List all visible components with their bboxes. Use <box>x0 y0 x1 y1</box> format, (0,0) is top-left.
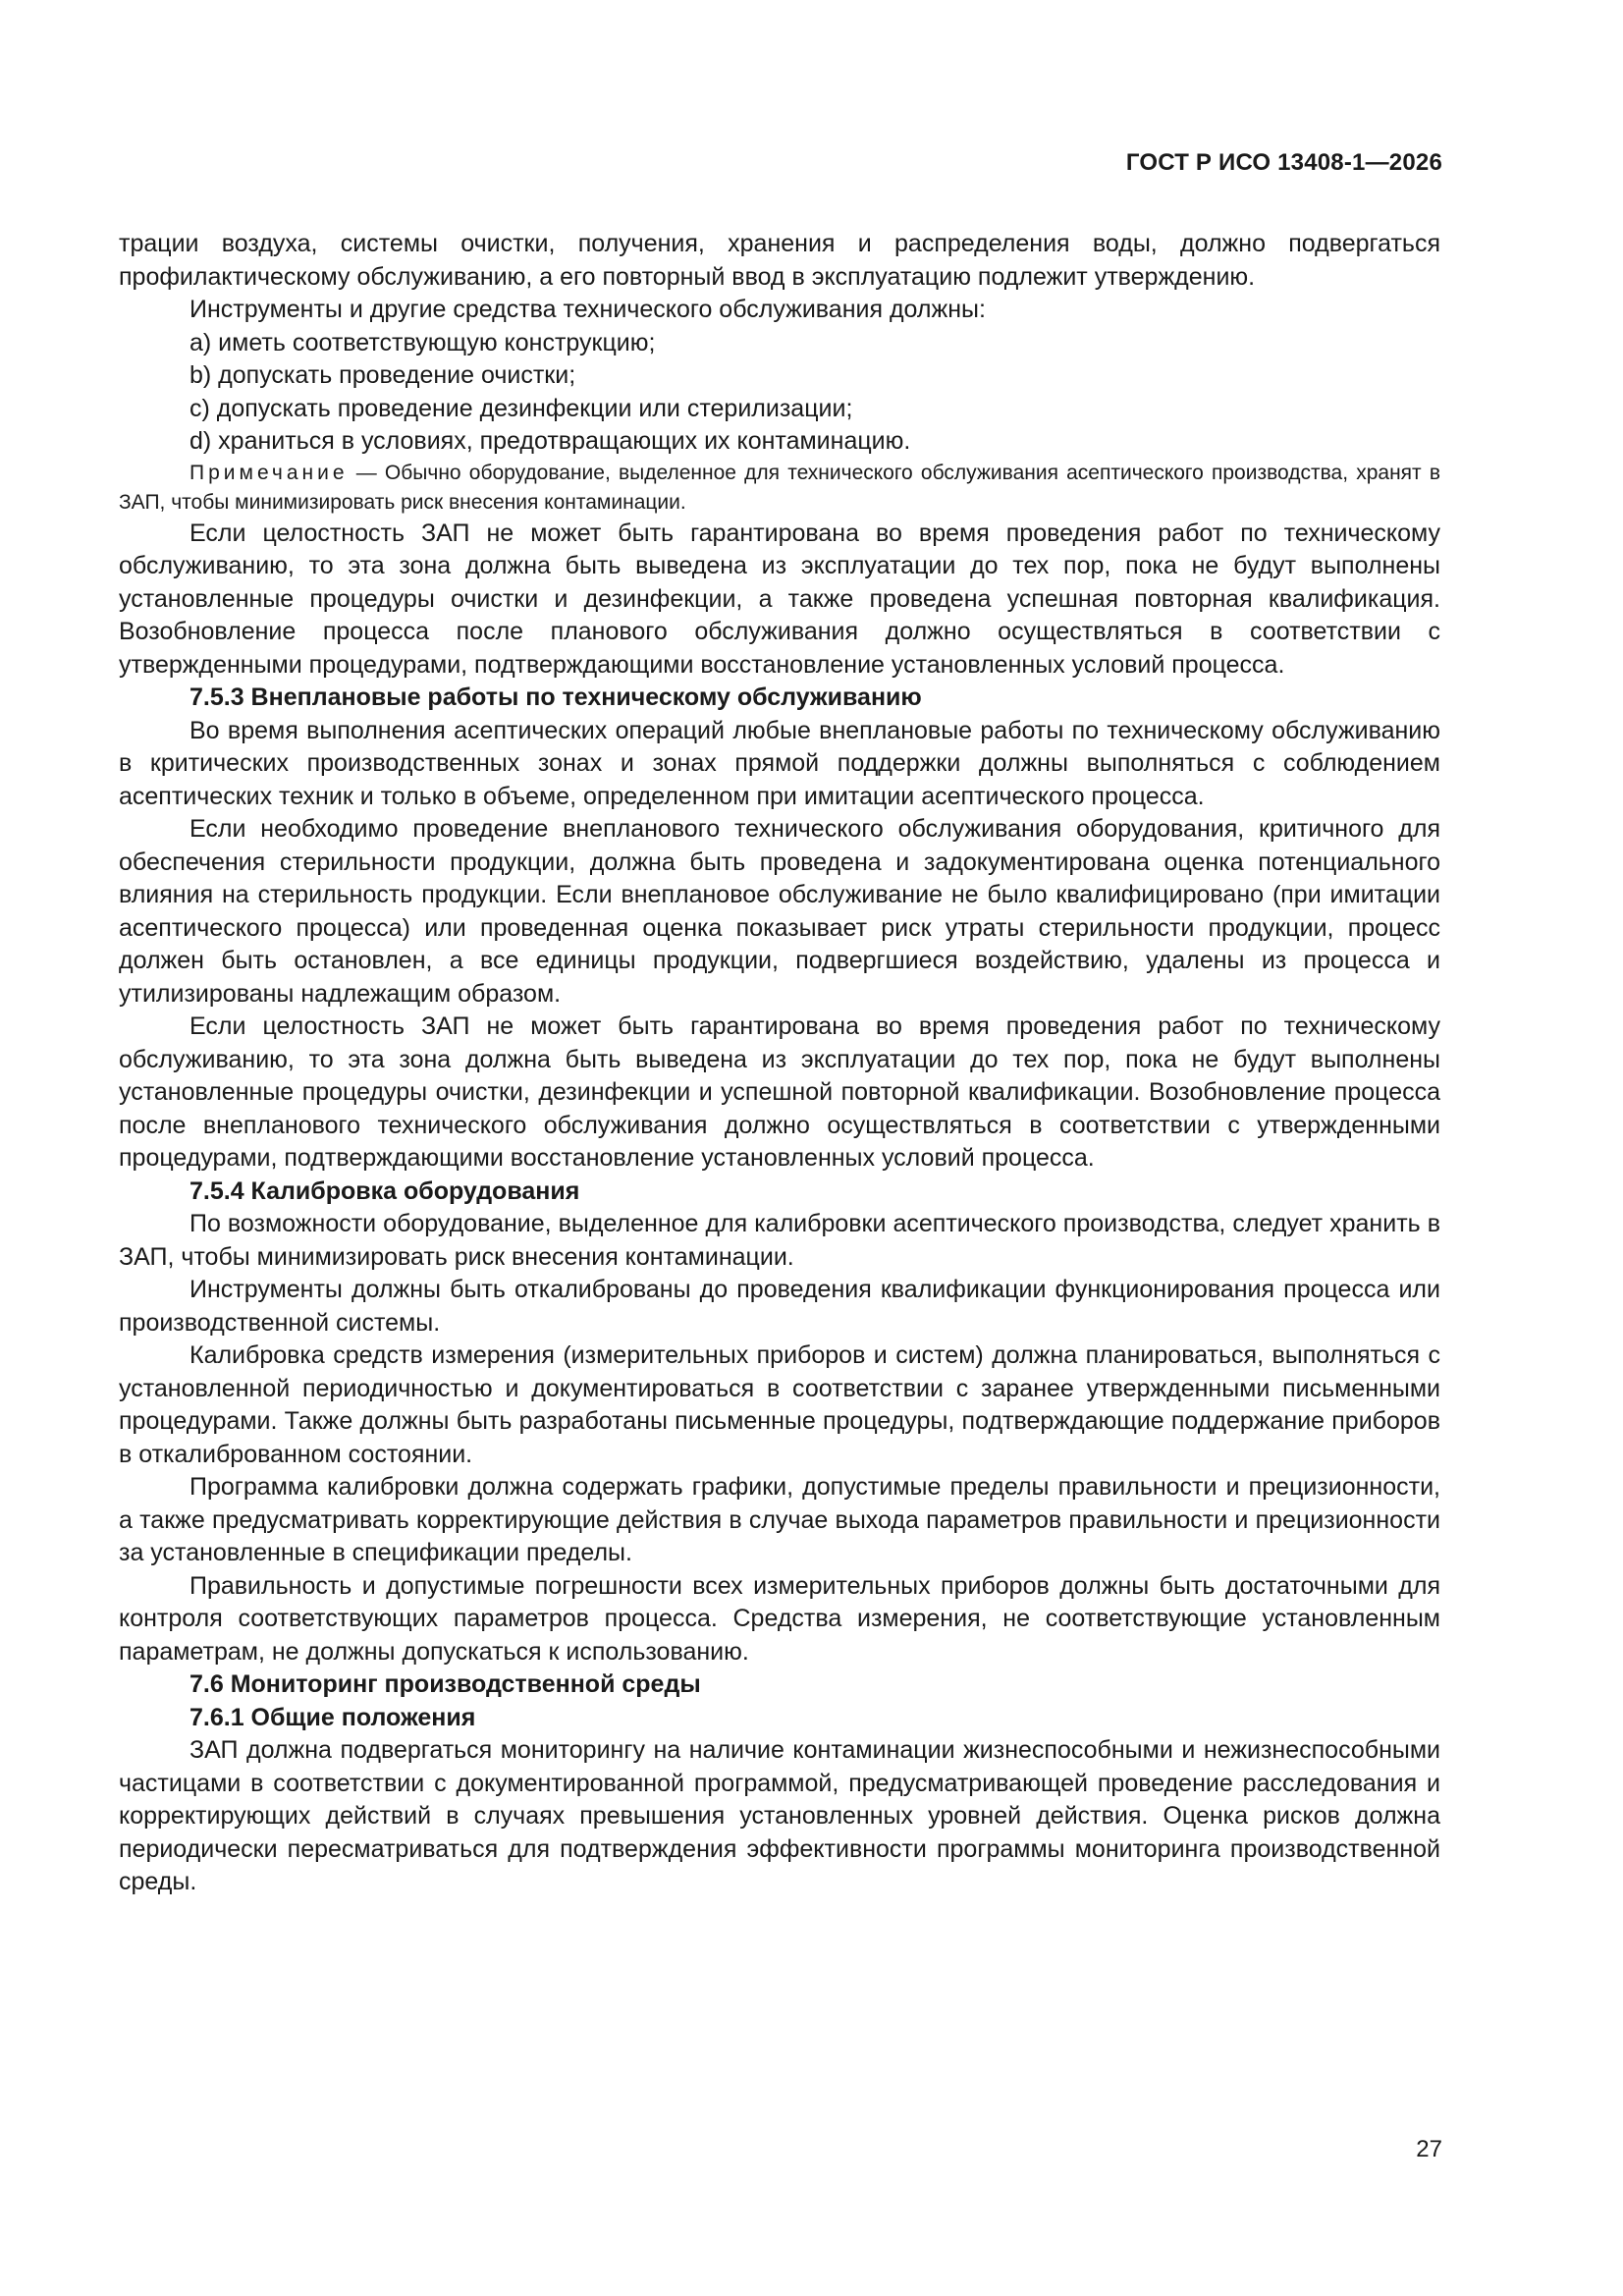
paragraph-7-5-4-1: По возможности оборудование, выделенное для калибровки асептического производства, следует хранить в ЗАП, чтобы минимизировать риск внесения контаминации. <box>119 1210 1440 1271</box>
paragraph-continuation: трации воздуха, системы очистки, получения, хранения и распределения воды, должно подвергаться профилактическому обслуживанию, а его повторный ввод в эксплуатацию подлежит утверждению. <box>119 230 1440 291</box>
paragraph-7-5-3-2: Если необходимо проведение внепланового технического обслуживания оборудования, критичного для обеспечения стерильности продукции, должна быть проведена и задокументирована оценка потенциального влияния на стерильность продукции. Если внеплановое обслуживание не было квалифицировано (при имитации асептического процесса) или проведенная оценка показывает риск утраты стерильности продукции, процесс должен быть остановлен, а все единицы продукции, подвергшиеся воздействию, удалены из процесса и утилизированы надлежащим образом. <box>119 815 1440 1008</box>
list-item-b: b) допускать проведение очистки; <box>189 361 576 389</box>
page-body <box>119 228 1440 1899</box>
paragraph-7-5-3-3: Если целостность ЗАП не может быть гарантирована во время проведения работ по техническому обслуживанию, то эта зона должна быть выведена из эксплуатации до тех пор, пока не будут выполнены установленные процедуры очистки, дезинфекции и успешной повторной квалификации. Возобновление процесса после внепланового технического обслуживания должно осуществляться в соответствии с утвержденными процедурами, подтверждающими восстановление установленных условий процесса. <box>119 1012 1440 1172</box>
paragraph-7-5-4-5: Правильность и допустимые погрешности всех измерительных приборов должны быть достаточными для контроля соответствующих параметров процесса. Средства измерения, не соответствующие установленным параметрам, не должны допускаться к использованию. <box>119 1571 1440 1666</box>
note-text: — Обычно оборудование, выделенное для технического обслуживания асептического производства, хранят в ЗАП, чтобы минимизировать риск внесения контаминации. <box>119 461 1440 514</box>
paragraph-7-5-4-4: Программа калибровки должна содержать графики, допустимые пределы правильности и прецизионности, а также предусматривать корректирующие действия в случае выхода параметров правильности и прецизионности за установленные в спецификации пределы. <box>119 1473 1440 1566</box>
paragraph-7-5-4-2: Инструменты должны быть откалиброваны до проведения квалификации функционирования процесса или производственной системы. <box>119 1276 1440 1337</box>
paragraph-7-6-1-1: ЗАП должна подвергаться мониторингу на наличие контаминации жизнеспособными и нежизнеспособными частицами в соответствии с документированной программой, предусматривающей проведение расследования и корректирующих действий в случаях превышения установленных уровней действия. Оценка рисков должна периодически пересматриваться для подтверждения эффективности программы мониторинга производственной среды. <box>119 1736 1440 1895</box>
note-label: Примечание <box>189 461 349 484</box>
list-item-d: d) храниться в условиях, предотвращающих их контаминацию. <box>189 427 911 455</box>
paragraph-7-5-3-1: Во время выполнения асептических операций любые внеплановые работы по техническому обслуживанию в критических производственных зонах и зонах прямой поддержки должны выполняться с соблюдением асептических техник и только в объеме, определенном при имитации асептического процесса. <box>119 716 1440 810</box>
heading-7-6: 7.6 Мониторинг производственной среды <box>189 1670 701 1698</box>
heading-7-6-1: 7.6.1 Общие положения <box>189 1703 476 1731</box>
paragraph-tools-intro: Инструменты и другие средства технического обслуживания должны: <box>189 296 986 323</box>
document-header: ГОСТ Р ИСО 13408-1—2026 <box>1125 149 1442 176</box>
list-item-a: a) иметь соответствующую конструкцию; <box>189 328 656 356</box>
page-number: 27 <box>1416 2136 1442 2162</box>
heading-7-5-3: 7.5.3 Внеплановые работы по техническому обслуживанию <box>189 683 922 711</box>
list-item-c: c) допускать проведение дезинфекции или стерилизации; <box>189 394 853 422</box>
heading-7-5-4: 7.5.4 Калибровка оборудования <box>189 1176 580 1205</box>
note <box>119 459 1440 518</box>
paragraph-integrity-planned: Если целостность ЗАП не может быть гарантирована во время проведения работ по техническому обслуживанию, то эта зона должна быть выведена из эксплуатации до тех пор, пока не будут выполнены установленные процедуры очистки и дезинфекции, а также проведена успешная повторная квалификация. Возобновление процесса после планового обслуживания должно осуществляться в соответствии с утвержденными процедурами, подтверждающими восстановление установленных условий процесса. <box>119 519 1440 679</box>
paragraph-7-5-4-3: Калибровка средств измерения (измерительных приборов и систем) должна планироваться, выполняться с установленной периодичностью и документироваться в соответствии с заранее утвержденными письменными процедурами. Также должны быть разработаны письменные процедуры, подтверждающие поддержание приборов в откалиброванном состоянии. <box>119 1341 1440 1468</box>
